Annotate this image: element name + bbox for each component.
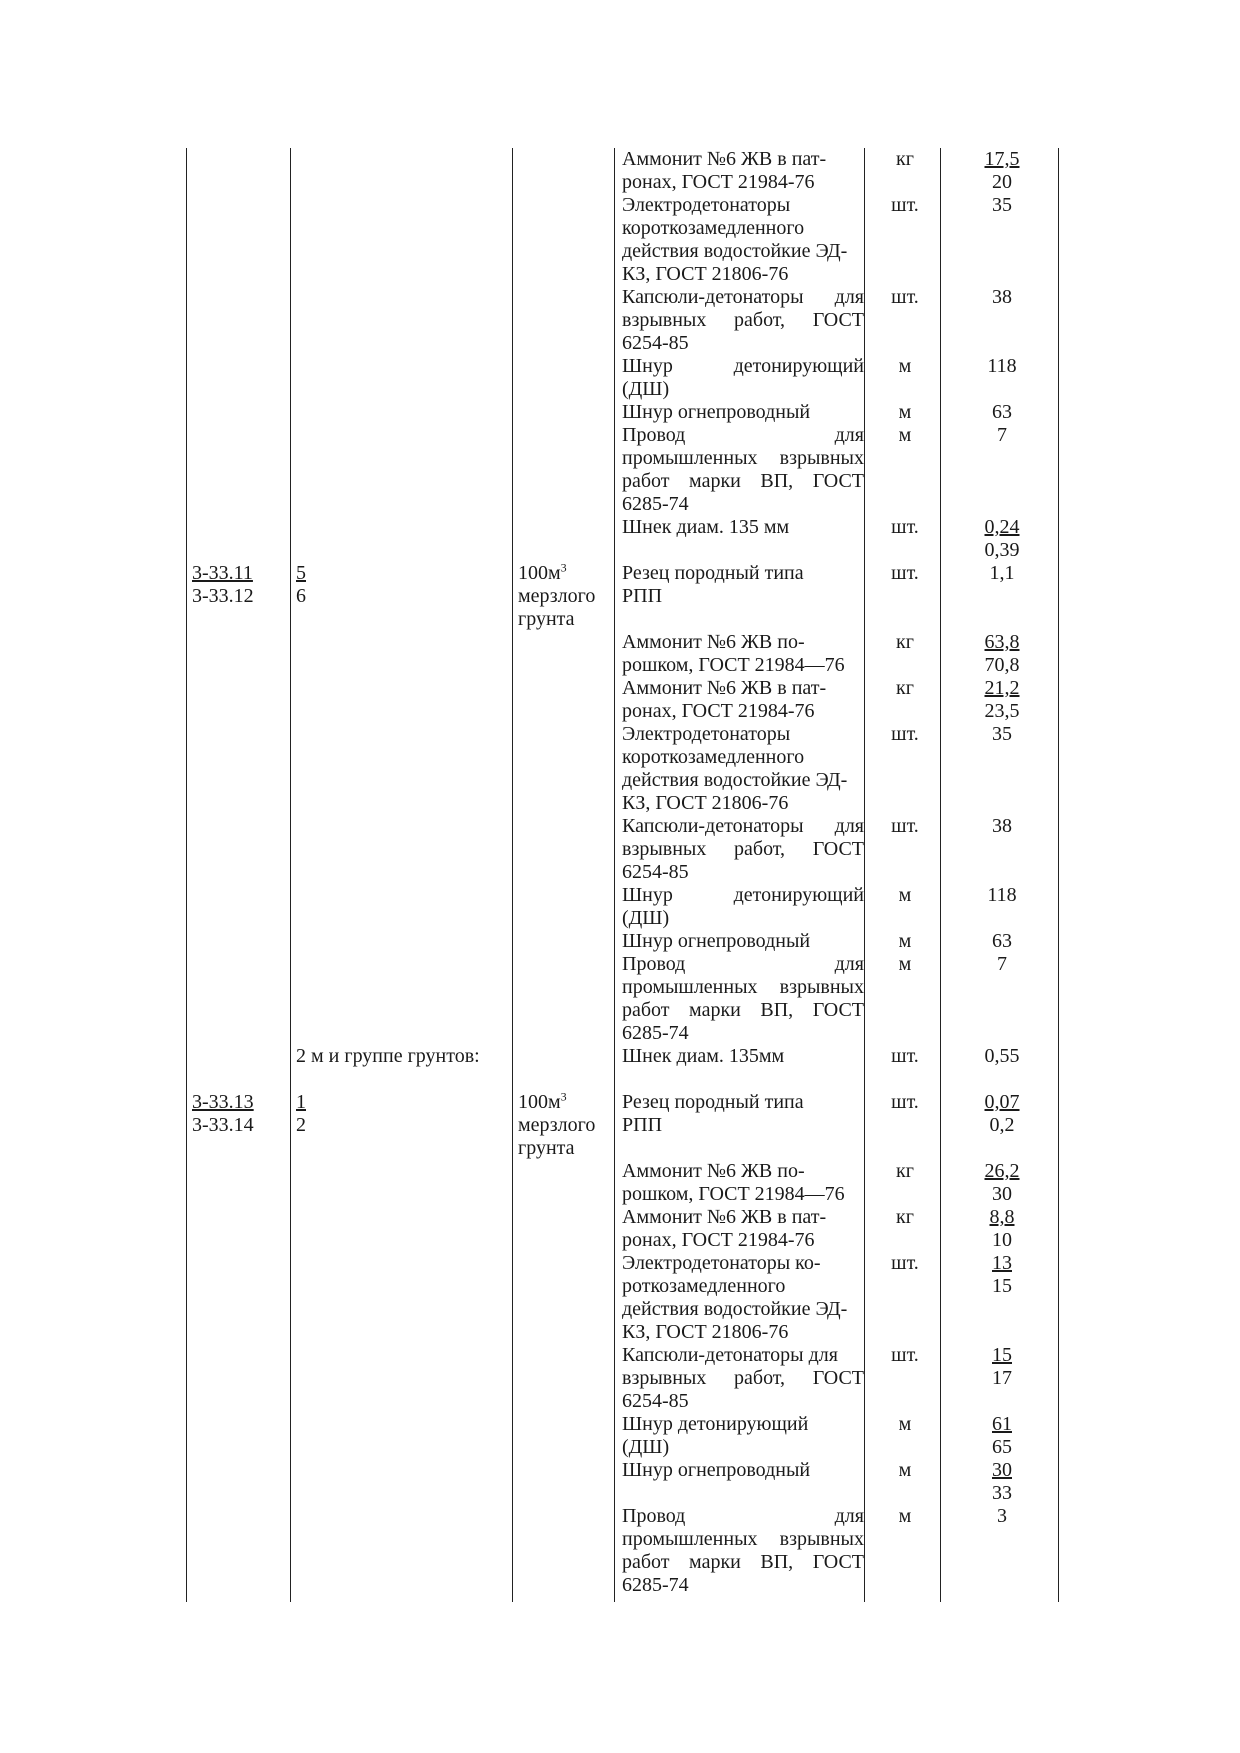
quantity-cell (946, 677, 1058, 723)
material-name-line: 6285-74 (622, 493, 689, 515)
material-name-cell (622, 194, 864, 286)
material-name-line: рошком, ГОСТ 21984—76 (622, 1183, 845, 1205)
material-name-line: Шнур огнепроводный (622, 1459, 811, 1481)
material-name-line: Шнур детонирующий (622, 884, 864, 906)
quantity-cell (946, 516, 1058, 562)
material-name-line: работ марки ВП, ГОСТ (622, 999, 864, 1021)
material-name-line: промышленных взрывных (622, 1528, 864, 1550)
material-name-line: роткозамедленного (622, 1275, 786, 1297)
unit-text: кг (896, 677, 914, 699)
material-name-cell (622, 723, 864, 815)
material-name-line: Шнек диам. 135мм (622, 1045, 785, 1067)
material-name-cell (622, 884, 864, 930)
quantity-value: 1,1 (989, 562, 1015, 584)
quantity-cell (946, 930, 1058, 953)
material-name-line: Капсюли-детонаторы для (622, 1344, 838, 1366)
material-name-line: (ДШ) (622, 1436, 670, 1458)
material-name-line: Аммонит №6 ЖВ в пат- (622, 1206, 827, 1228)
code-text: 3-33.11 (192, 562, 253, 584)
quantity-value: 17,5 (984, 148, 1020, 170)
unit-cell (868, 148, 942, 171)
quantity-value: 7 (997, 424, 1007, 446)
quantity-cell (946, 286, 1058, 309)
variant-cell (296, 1045, 506, 1068)
unit-cell (868, 1413, 942, 1436)
unit-text: м (898, 355, 912, 377)
unit-text: шт. (891, 562, 919, 584)
material-name-line: Резец породный типа (622, 1091, 804, 1113)
material-name-line: промышленных взрывных (622, 447, 864, 469)
material-name-line: КЗ, ГОСТ 21806-76 (622, 792, 789, 814)
material-name-line: Шнур детонирующий (622, 1413, 809, 1435)
unit-text: кг (896, 1160, 914, 1182)
unit-cell (868, 355, 942, 378)
quantity-cell (946, 1160, 1058, 1206)
quantity-cell (946, 723, 1058, 746)
material-name-cell (622, 1344, 864, 1413)
material-name-line: 6285-74 (622, 1022, 689, 1044)
code-cell (192, 562, 288, 608)
unit-cell (868, 677, 942, 700)
column-divider (512, 148, 513, 1602)
unit-cell (868, 815, 942, 838)
column-divider (614, 148, 615, 1602)
measure-cell (518, 562, 610, 631)
material-name-line: Электродетонаторы ко- (622, 1252, 821, 1274)
code-text: 3-33.13 (192, 1091, 254, 1113)
quantity-value: 118 (987, 884, 1017, 906)
quantity-value: 65 (992, 1436, 1012, 1458)
column-divider (290, 148, 291, 1602)
unit-text: кг (896, 631, 914, 653)
column-divider (1058, 148, 1059, 1602)
unit-cell (868, 631, 942, 654)
column-divider (186, 148, 187, 1602)
material-name-cell (622, 562, 864, 608)
quantity-value: 70,8 (984, 654, 1020, 676)
quantity-value: 35 (992, 723, 1012, 745)
quantity-cell (946, 1206, 1058, 1252)
quantity-cell (946, 1413, 1058, 1459)
unit-text: м (898, 884, 912, 906)
variant-cell (296, 562, 506, 608)
material-name-cell (622, 401, 864, 424)
material-name-line: действия водостойкие ЭД- (622, 240, 848, 262)
measure-exponent: 3 (560, 560, 567, 575)
quantity-value: 61 (992, 1413, 1012, 1435)
unit-cell (868, 424, 942, 447)
measure-text: грунта (518, 608, 575, 630)
code-cell (192, 1091, 288, 1137)
material-name-line: взрывных работ, ГОСТ (622, 838, 864, 860)
unit-cell (868, 1091, 942, 1114)
unit-cell (868, 953, 942, 976)
material-name-line: РПП (622, 1114, 663, 1136)
quantity-cell (946, 1344, 1058, 1390)
material-name-cell (622, 1413, 864, 1459)
unit-text: м (898, 1505, 912, 1527)
material-name-line: действия водостойкие ЭД- (622, 1298, 848, 1320)
code-text: 3-33.12 (192, 585, 254, 607)
quantity-value: 35 (992, 194, 1012, 216)
quantity-cell (946, 953, 1058, 976)
quantity-cell (946, 562, 1058, 585)
quantity-cell (946, 1091, 1058, 1137)
measure-text: $100м^3$ (518, 1089, 567, 1113)
quantity-value: 63 (992, 401, 1012, 423)
variant-cell (296, 1091, 506, 1137)
unit-text: м (898, 1459, 912, 1481)
material-name-cell (622, 355, 864, 401)
material-name-line: Шнур огнепроводный (622, 930, 811, 952)
quantity-cell (946, 815, 1058, 838)
material-name-line: КЗ, ГОСТ 21806-76 (622, 263, 789, 285)
unit-text: м (898, 953, 912, 975)
material-name-line: Провод для (622, 1505, 864, 1527)
material-name-line: взрывных работ, ГОСТ (622, 309, 864, 331)
material-name-cell (622, 930, 864, 953)
unit-text: шт. (891, 1091, 919, 1113)
unit-cell (868, 1252, 942, 1275)
quantity-value: 8,8 (989, 1206, 1015, 1228)
material-name-cell (622, 148, 864, 194)
unit-cell (868, 1459, 942, 1482)
material-name-line: ронах, ГОСТ 21984-76 (622, 1229, 815, 1251)
material-name-line: промышленных взрывных (622, 976, 864, 998)
material-name-line: Электродетонаторы (622, 194, 791, 216)
unit-text: м (898, 424, 912, 446)
material-name-line: 6254-85 (622, 861, 689, 883)
unit-text: шт. (891, 815, 919, 837)
quantity-value: 38 (992, 815, 1012, 837)
quantity-value: 0,39 (984, 539, 1020, 561)
unit-cell (868, 1206, 942, 1229)
unit-text: м (898, 1413, 912, 1435)
quantity-value: 0,24 (984, 516, 1020, 538)
material-name-line: Электродетонаторы (622, 723, 791, 745)
quantity-cell (946, 1045, 1058, 1068)
quantity-value: 63,8 (984, 631, 1020, 653)
unit-text: кг (896, 148, 914, 170)
material-name-cell (622, 815, 864, 884)
unit-cell (868, 516, 942, 539)
quantity-cell (946, 194, 1058, 217)
quantity-value: 118 (987, 355, 1017, 377)
material-name-line: короткозамедленного (622, 746, 805, 768)
material-name-line: (ДШ) (622, 378, 670, 400)
quantity-cell (946, 424, 1058, 447)
quantity-cell (946, 355, 1058, 378)
quantity-value: 3 (997, 1505, 1007, 1527)
unit-text: шт. (891, 194, 919, 216)
unit-cell (868, 884, 942, 907)
material-name-line: ронах, ГОСТ 21984-76 (622, 171, 815, 193)
material-name-line: Шнур огнепроводный (622, 401, 811, 423)
material-name-line: Резец породный типа (622, 562, 804, 584)
material-name-line: Провод для (622, 424, 864, 446)
material-name-cell (622, 1045, 864, 1068)
quantity-cell (946, 401, 1058, 424)
quantity-value: 17 (992, 1367, 1012, 1389)
quantity-cell (946, 1252, 1058, 1298)
unit-cell (868, 723, 942, 746)
quantity-value: 0,07 (984, 1091, 1020, 1113)
material-name-cell (622, 286, 864, 355)
material-name-line: рошком, ГОСТ 21984—76 (622, 654, 845, 676)
unit-text: шт. (891, 1344, 919, 1366)
quantity-cell (946, 1459, 1058, 1505)
material-name-line: действия водостойкие ЭД- (622, 769, 848, 791)
unit-text: шт. (891, 516, 919, 538)
material-name-cell (622, 1505, 864, 1597)
unit-cell (868, 562, 942, 585)
measure-text: мерзлого (518, 1114, 596, 1136)
material-name-line: РПП (622, 585, 663, 607)
unit-cell (868, 401, 942, 424)
measure-exponent: 3 (560, 1089, 567, 1104)
material-name-cell (622, 953, 864, 1045)
measure-text: $100м^3$ (518, 560, 567, 584)
quantity-cell (946, 631, 1058, 677)
unit-text: м (898, 401, 912, 423)
unit-cell (868, 1344, 942, 1367)
unit-cell (868, 286, 942, 309)
quantity-value: 33 (992, 1482, 1012, 1504)
unit-cell (868, 1045, 942, 1068)
unit-text: шт. (891, 1252, 919, 1274)
unit-text: шт. (891, 723, 919, 745)
material-name-line: Аммонит №6 ЖВ в пат- (622, 148, 827, 170)
quantity-cell (946, 1505, 1058, 1528)
measure-text: мерзлого (518, 585, 596, 607)
material-name-line: Провод для (622, 953, 864, 975)
quantity-value: 10 (992, 1229, 1012, 1251)
material-name-cell (622, 1091, 864, 1137)
quantity-value: 30 (992, 1459, 1012, 1481)
material-name-cell (622, 1459, 864, 1482)
unit-cell (868, 930, 942, 953)
material-name-cell (622, 1252, 864, 1344)
quantity-value: 20 (992, 171, 1012, 193)
material-name-line: 6254-85 (622, 1390, 689, 1412)
material-name-line: работ марки ВП, ГОСТ (622, 470, 864, 492)
material-name-line: Шнек диам. 135 мм (622, 516, 790, 538)
variant-number: 6 (296, 585, 306, 607)
unit-text: шт. (891, 286, 919, 308)
material-name-line: работ марки ВП, ГОСТ (622, 1551, 864, 1573)
unit-text: шт. (891, 1045, 919, 1067)
material-name-line: КЗ, ГОСТ 21806-76 (622, 1321, 789, 1343)
material-name-cell (622, 1160, 864, 1206)
material-name-line: 6285-74 (622, 1574, 689, 1596)
material-name-line: Аммонит №6 ЖВ в пат- (622, 677, 827, 699)
quantity-value: 26,2 (984, 1160, 1020, 1182)
quantity-value: 21,2 (984, 677, 1020, 699)
material-name-line: Капсюли-детонаторы для (622, 286, 864, 308)
quantity-value: 13 (992, 1252, 1012, 1274)
quantity-value: 15 (992, 1344, 1012, 1366)
variant-number: 2 (296, 1114, 306, 1136)
unit-cell (868, 1505, 942, 1528)
material-name-line: Аммонит №6 ЖВ по- (622, 631, 805, 653)
material-name-line: Шнур детонирующий (622, 355, 864, 377)
unit-cell (868, 1160, 942, 1183)
quantity-value: 7 (997, 953, 1007, 975)
variant-number: 5 (296, 562, 306, 584)
quantity-value: 0,55 (984, 1045, 1020, 1067)
material-name-line: Аммонит №6 ЖВ по- (622, 1160, 805, 1182)
material-name-line: Капсюли-детонаторы для (622, 815, 864, 837)
material-name-line: взрывных работ, ГОСТ (622, 1367, 864, 1389)
quantity-cell (946, 148, 1058, 194)
material-name-cell (622, 516, 864, 539)
quantity-value: 23,5 (984, 700, 1020, 722)
material-name-line: (ДШ) (622, 907, 670, 929)
material-name-cell (622, 424, 864, 516)
material-name-cell (622, 1206, 864, 1252)
quantity-value: 38 (992, 286, 1012, 308)
column-divider (864, 148, 865, 1602)
unit-text: кг (896, 1206, 914, 1228)
material-name-line: короткозамедленного (622, 217, 805, 239)
material-name-line: ронах, ГОСТ 21984-76 (622, 700, 815, 722)
group-heading: 2 м и группе грунтов: (296, 1045, 480, 1067)
material-name-cell (622, 631, 864, 677)
unit-cell (868, 194, 942, 217)
measure-cell (518, 1091, 610, 1160)
quantity-value: 63 (992, 930, 1012, 952)
measure-text: грунта (518, 1137, 575, 1159)
quantity-value: 0,2 (989, 1114, 1015, 1136)
code-text: 3-33.14 (192, 1114, 254, 1136)
quantity-value: 30 (992, 1183, 1012, 1205)
quantity-cell (946, 884, 1058, 907)
material-name-cell (622, 677, 864, 723)
material-name-line: 6254-85 (622, 332, 689, 354)
quantity-value: 15 (992, 1275, 1012, 1297)
variant-number: 1 (296, 1091, 306, 1113)
unit-text: м (898, 930, 912, 952)
